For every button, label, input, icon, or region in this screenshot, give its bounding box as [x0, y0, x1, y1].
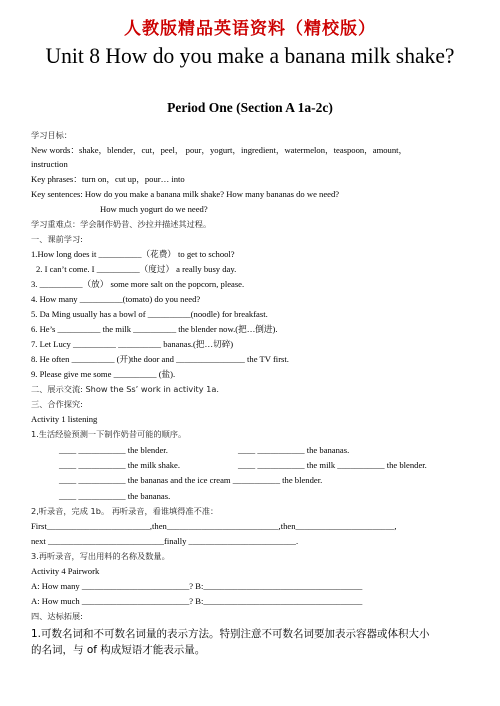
key-phrases-line: Key phrases：turn on，cut up，pour… into: [31, 174, 185, 184]
activity4-heading: Activity 4 Pairwork: [31, 566, 100, 576]
unit-title: Unit 8 How do you make a banana milk shake?: [45, 43, 455, 68]
step1-line: 1.生活经验预测一下制作奶昔可能的顺序。: [31, 429, 187, 439]
exercise-item: 5. Da Ming usually has a bowl of __________(noodle) for breakfast.: [31, 309, 268, 319]
grammar-note: 1.可数名词和不可数名词量的表示方法。特别注意不可数名词要加表示容器或体积大小: [31, 628, 430, 640]
grammar-note-cont: 的名词，与 of 构成短语才能表示量。: [31, 644, 206, 656]
exercise-item: 6. He’s __________ the milk __________ the blender now.(把…倒进).: [31, 324, 278, 334]
exercise-item: 2. I can’t come. I __________（度过） a really busy day.: [36, 264, 237, 274]
exercise-item: 8. He often __________ (开)the door and ________________ the TV first.: [31, 354, 289, 364]
order-item: ____ ___________ the milk ___________ the blender.: [238, 460, 427, 470]
section1-heading: 一、课前学习:: [31, 234, 83, 244]
activity1-heading: Activity 1 listening: [31, 414, 98, 424]
new-words-line-cont: instruction: [31, 159, 68, 169]
sequence-next-line: next ___________________________finally _________________________.: [31, 536, 299, 546]
order-item: ____ ___________ the blender.: [59, 445, 168, 455]
step2-line: 2,听录音，完成 1b。 再听录音，看谁填得准不准：: [31, 506, 219, 516]
order-item: ____ ___________ the bananas.: [59, 491, 171, 501]
header-title: 人教版精品英语资料（精校版）: [124, 19, 376, 39]
section4-heading: 四、达标拓展:: [31, 611, 83, 621]
pairwork-line: A: How many _________________________? B:_____________________________________: [31, 581, 363, 591]
exercise-item: 3. __________（放） some more salt on the popcorn, please.: [31, 279, 245, 289]
order-item: ____ ___________ the bananas and the ice cream ___________ the blender.: [59, 475, 323, 485]
order-item: ____ ___________ the bananas.: [238, 445, 350, 455]
section3-heading: 三、合作探究:: [31, 399, 83, 409]
new-words-line: New words：shake，blender，cut，peel， pour，yogurt，ingredient，watermelon，teaspoon，amount，: [31, 145, 408, 155]
difficulty-line: 学习重难点：学会制作奶昔、沙拉并描述其过程。: [31, 219, 212, 229]
exercise-item: 9. Please give me some __________ (盐).: [31, 369, 176, 379]
exercise-item: 7. Let Lucy __________ __________ bananas.(把…切碎): [31, 339, 234, 349]
period-title: Period One (Section A 1a-2c): [167, 100, 333, 115]
order-item: ____ ___________ the milk shake.: [59, 460, 181, 470]
key-sentences-line: Key sentences: How do you make a banana milk shake? How many bananas do we need?: [31, 189, 340, 199]
step3-line: 3.再听录音，写出用料的名称及数量。: [31, 551, 170, 561]
exercise-item: 4. How many __________(tomato) do you need?: [31, 294, 201, 304]
section2-line: 二、展示交流: Show the Ss’ work in activity 1a.: [31, 384, 219, 394]
exercise-item: 1.How long does it __________（花费） to get to school?: [31, 249, 235, 259]
key-sentences-line-cont: How much yogurt do we need?: [100, 204, 208, 214]
objectives-heading: 学习目标：: [31, 130, 72, 140]
sequence-first-line: First________________________,then__________________________,then_______________________,: [31, 521, 397, 531]
pairwork-line: A: How much _________________________? B:_____________________________________: [31, 596, 363, 606]
